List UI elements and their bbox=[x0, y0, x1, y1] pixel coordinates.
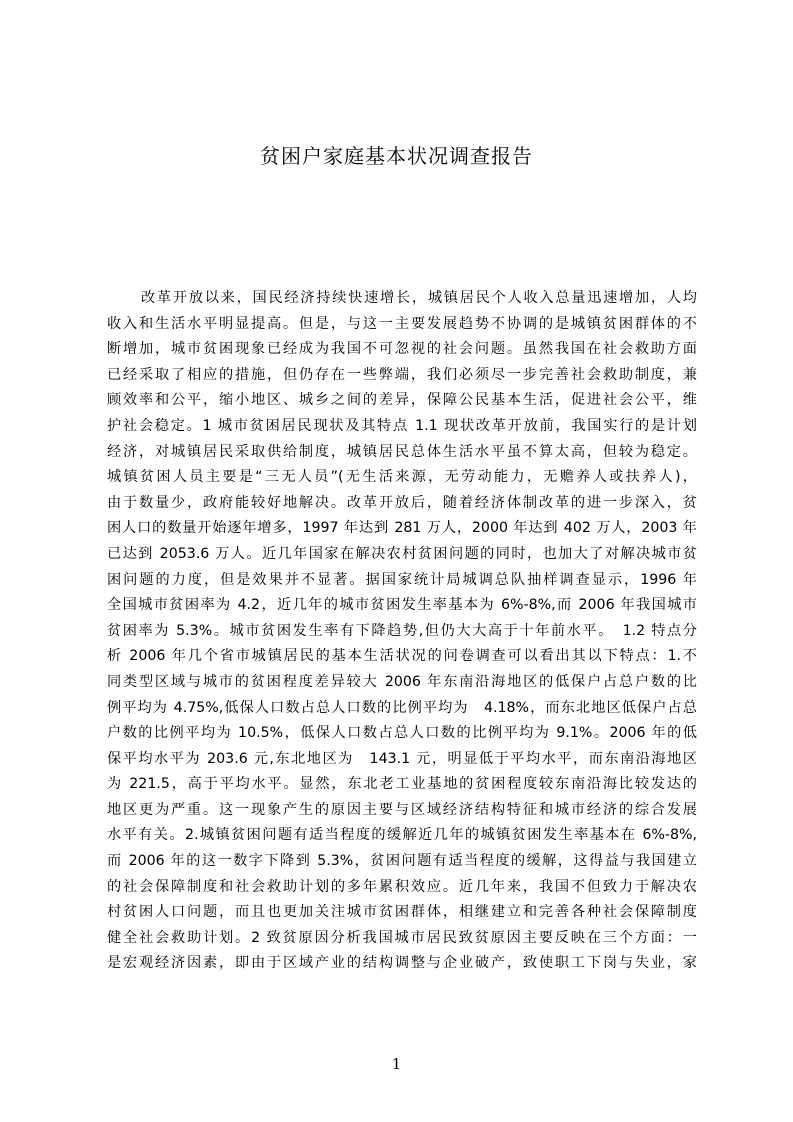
text-line: 收入和生活水平明显提高。但是，与这一主要发展趋势不协调的是城镇贫困群体的不 bbox=[107, 315, 697, 332]
text-line: 贫困率为 5.3%。城市贫困发生率有下降趋势,但仍大大高于十年前水平。 1.2 特点分 bbox=[107, 622, 697, 639]
text-line: 健全社会救助计划。2 致贫原因分析我国城市居民致贫原因主要反映在三个方面：一 bbox=[107, 929, 697, 946]
text-line: 改革开放以来，国民经济持续快速增长，城镇居民个人收入总量迅速增加，人均 bbox=[141, 290, 697, 306]
text-line: 为 221.5，高于平均水平。显然，东北老工业基地的贫困程度较东南沿海比较发达的 bbox=[107, 776, 697, 793]
text-line: 水平有关。2.城镇贫困问题有适当程度的缓解近几年的城镇贫困发生率基本在 6%-8%, bbox=[107, 827, 697, 844]
body-paragraph bbox=[107, 286, 697, 972]
text-line: 而 2006 年的这一数字下降到 5.3%，贫困问题有适当程度的缓解，这得益与我国建立 bbox=[107, 853, 697, 870]
text-line: 困人口的数量开始逐年增多，1997 年达到 281 万人，2000 年达到 402 万人，2003 年 bbox=[107, 520, 697, 537]
text-line: 城镇贫困人员主要是“三无人员”(无生活来源，无劳动能力，无赡养人或扶养人)， bbox=[107, 469, 697, 486]
text-line: 的社会保障制度和社会救助计划的多年累积效应。近几年来，我国不但致力于解决农 bbox=[107, 878, 697, 895]
text-line: 已经采取了相应的措施，但仍存在一些弊端，我们必须尽一步完善社会救助制度，兼 bbox=[107, 366, 697, 383]
text-line: 同类型区域与城市的贫困程度差异较大 2006 年东南沿海地区的低保户占总户数的比 bbox=[107, 673, 697, 690]
text-line: 户数的比例平均为 10.5%，低保人口数占总人口数的比例平均为 9.1%。2006 年的低 bbox=[107, 725, 697, 742]
text-line: 析 2006 年几个省市城镇居民的基本生活状况的问卷调查可以看出其以下特点：1.不 bbox=[107, 648, 697, 665]
text-line: 由于数量少，政府能较好地解决。改革开放后，随着经济体制改革的进一步深入，贫 bbox=[107, 494, 697, 511]
text-line: 护社会稳定。1 城市贫困居民现状及其特点 1.1 现状改革开放前，我国实行的是计划 bbox=[107, 417, 697, 434]
text-line: 已达到 2053.6 万人。近几年国家在解决农村贫困问题的同时，也加大了对解决城市贫 bbox=[107, 545, 697, 562]
text-line: 地区更为严重。这一现象产生的原因主要与区域经济结构特征和城市经济的综合发展 bbox=[107, 801, 697, 818]
document-title: 贫困户家庭基本状况调查报告 bbox=[260, 144, 533, 168]
page-number: 1 bbox=[391, 1055, 402, 1073]
text-line: 顾效率和公平，缩小地区、城乡之间的差异，保障公民基本生活，促进社会公平，维 bbox=[107, 392, 697, 409]
text-line: 是宏观经济因素，即由于区域产业的结构调整与企业破产，致使职工下岗与失业，家 bbox=[107, 955, 697, 972]
text-line: 保平均水平为 203.6 元,东北地区为 143.1 元，明显低于平均水平，而东南沿海地区 bbox=[107, 750, 697, 767]
text-line: 村贫困人口问题，而且也更加关注城市贫困群体，相继建立和完善各种社会保障制度 bbox=[107, 904, 697, 921]
text-line: 经济，对城镇居民采取供给制度，城镇居民总体生活水平虽不算太高，但较为稳定。 bbox=[107, 443, 697, 460]
text-line: 断增加，城市贫困现象已经成为我国不可忽视的社会问题。虽然我国在社会救助方面 bbox=[107, 341, 697, 358]
text-line: 例平均为 4.75%,低保人口数占总人口数的比例平均为 4.18%，而东北地区低保户占总 bbox=[107, 699, 697, 716]
text-line: 全国城市贫困率为 4.2，近几年的城市贫困发生率基本为 6%-8%,而 2006 年我国城市 bbox=[107, 597, 697, 614]
text-line: 困问题的力度，但是效果并不显著。据国家统计局城调总队抽样调查显示，1996 年 bbox=[107, 571, 697, 588]
